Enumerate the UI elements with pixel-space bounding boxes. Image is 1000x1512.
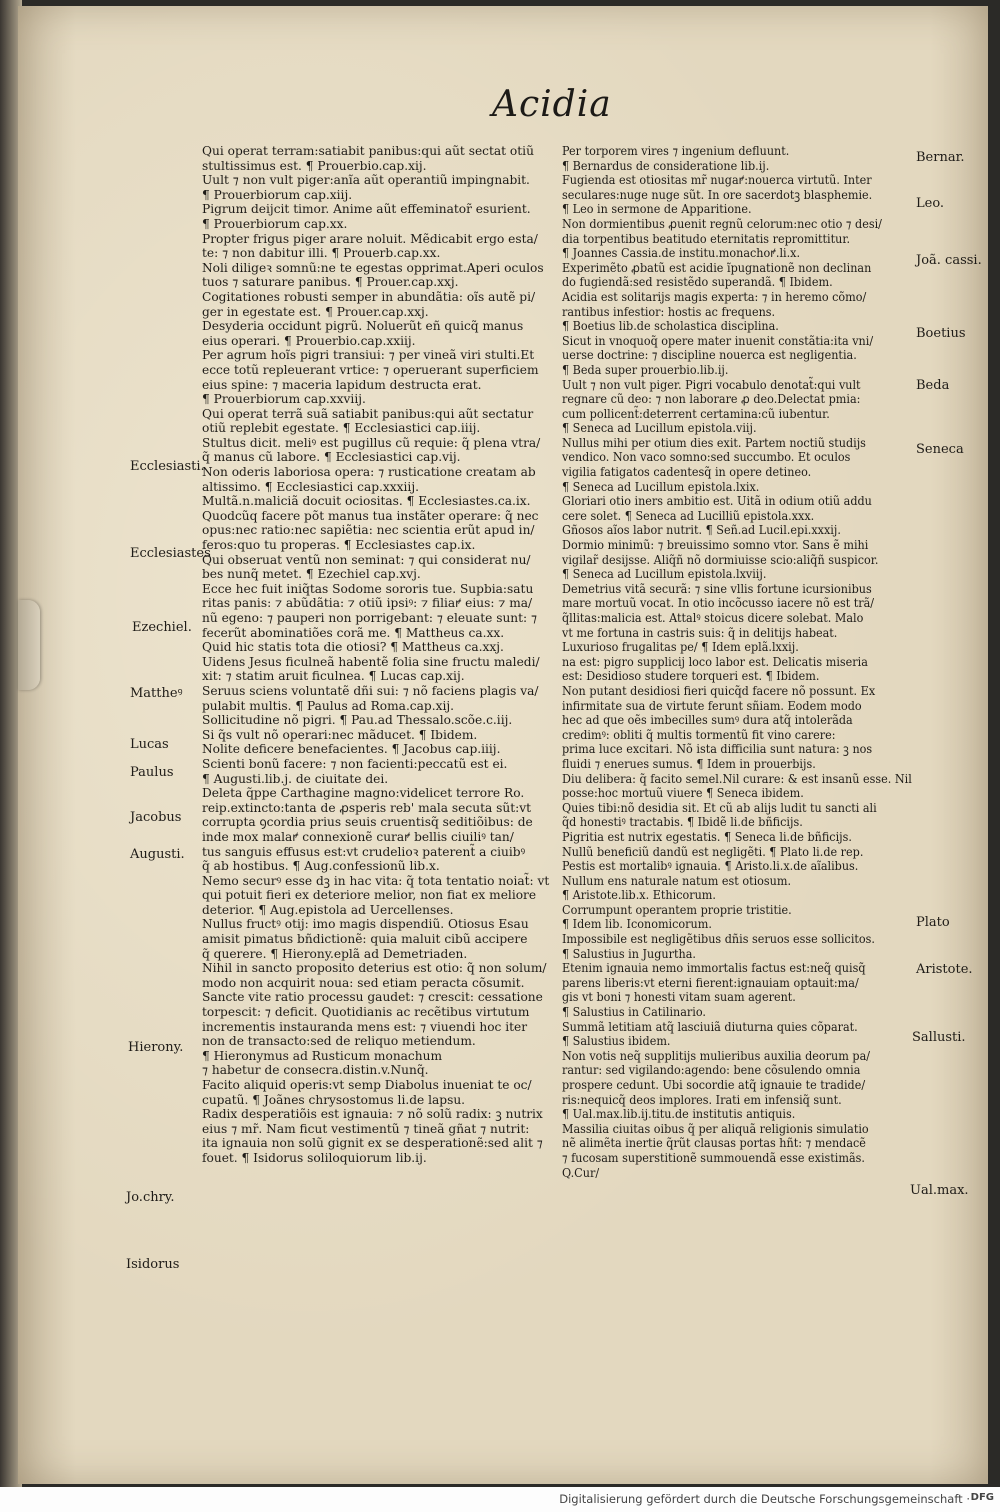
text-line: eius spine: ⁊ maceria lapidum destructa erat. [202,377,482,392]
text-line: do fugiendã:sed resistẽdo superandã. ¶ Ibidem. [562,275,833,290]
text-line: regnare cũ deo: ⁊ non laborare ꝓ deo.Delectat pmia: [562,392,861,407]
text-line: ¶ Augusti.lib.j. de ciuitate dei. [202,771,389,786]
text-line: amisit pimatus bñdictionẽ: quia maluit cibũ accipere [202,932,528,947]
text-line: ¶ Aristote.lib.x. Ethicorum. [562,888,716,903]
text-line: stultissimus est. ¶ Prouerbio.cap.xij. [202,158,427,173]
text-line: ¶ Prouerbiorum cap.xiij. [202,187,353,202]
text-line: cum pollicent̃:deterrent certamina:cũ iubentur. [562,406,830,421]
text-line: ¶ Salustius in Jugurtha. [562,946,696,961]
text-line: ¶ Seneca ad Lucillum epistola.lxviij. [562,567,767,582]
text-line: Dormio minimũ: ⁊ breuissimo somno vtor. Sans ẽ mihi [562,538,869,553]
text-line: q̃ manus cũ labore. ¶ Ecclesiastici cap.vij. [202,450,461,465]
margin-note-right: Joã. cassi. [916,253,982,268]
margin-note-left: Mattheꝰ [130,686,183,701]
text-line: dia torpentibus beatitudo eternitatis repromittitur. [562,231,851,246]
text-line: q̃ querere. ¶ Hierony.eplã ad Demetriaden. [202,946,468,961]
margin-note-left: Isidorus [126,1257,180,1272]
text-line: q̃ ab hostibus. ¶ Aug.confessionũ lib.x. [202,859,440,874]
text-line: Sollicitudine nõ pigri. ¶ Pau.ad Thessalo.scõe.c.iij. [202,713,513,728]
text-line: Non votis neq̃ supplitijs mulieribus auxilia deorum pa/ [562,1048,871,1063]
text-line: incrementis instauranda mens est: ⁊ viuendi hoc iter [202,1019,528,1034]
text-line: ¶ Prouerbiorum cap.xx. [202,216,348,231]
margin-note-left: Augusti. [130,847,185,862]
text-line: fouet. ¶ Isidorus soliloquiorum lib.ij. [202,1150,427,1165]
margin-note-right: Beda [916,378,950,393]
text-line: tus sanguis effusus est:vt crudelioꝛ paterent̃ a ciuibꝰ [202,844,526,859]
text-line: Massilia ciuitas oibus q̃ per aliquã religionis simulatio [562,1121,869,1136]
text-line: Qui obseruat ventũ non seminat: ⁊ qui considerat nu/ [202,552,531,567]
text-line: torpescit: ⁊ deficit. Quotidianis ac recẽtibus virtutum [202,1005,530,1020]
text-line: Experimẽto ꝓbatũ est acidie ĩpugnationẽ non declinan [562,260,872,275]
text-line: Sicut in vnoquoq̃ opere mater inuenit constãtia:ita vni/ [562,333,874,348]
text-line: Sancte vite ratio processu gaudet: ⁊ crescit: cessatione [202,990,543,1005]
text-line: parens liberis:vt eterni fierent:ignauiam optauit:ma/ [562,975,859,990]
text-line: prospere cedunt. Ubi socordie atq̃ ignauie te tradide/ [562,1078,866,1092]
text-line: mare mortuũ vocat. In otio incõcusso iacere nõ est trã/ [562,596,875,611]
text-line: ritas panis: ⁊ abũdãtia: ⁊ otiũ ipsiꝰ: ⁊ filiaꝵ eius: ⁊ ma/ [202,596,533,611]
text-line: Per torporem vires ⁊ ingenium defluunt. [562,144,790,158]
text-line: q̃llitas:malicia est. Attalꝰ stoicus dicere solebat. Malo [562,611,864,625]
dfg-logo: DFG [970,1492,994,1503]
book-clasp [18,600,40,690]
text-line: cupatũ. ¶ Joãnes chrysostomus li.de lapsu. [202,1092,466,1107]
text-line: bes nunq̃ metet. ¶ Ezechiel cap.xvj. [202,567,421,582]
margin-note-right: Aristote. [916,962,973,977]
text-line: Qui operat terram:satiabit panibus:qui aũt sectat otiũ [202,144,534,158]
digitization-footer [0,1487,1000,1512]
text-line: Non dormientibus ꝓuenit regnũ celorum:nec otio ⁊ desi/ [562,216,882,231]
text-line: tuos ⁊ saturare panibus. ¶ Prouer.cap.xxj. [202,275,459,290]
text-line: Summã letitiam atq̃ lasciuiã diuturna quies cõparat. [562,1019,858,1034]
text-line: altissimo. ¶ Ecclesiastici cap.xxxiij. [202,479,419,494]
text-line: ¶ Idem lib. Iconomicorum. [562,917,712,932]
margin-note-left: Ecclesiastes [130,546,211,561]
text-line: Corrumpunt operantem proprie tristitie. [562,902,792,917]
footer-credit: Digitalisierung gefördert durch die Deutsche Forschungsgemeinschaft · [559,1492,970,1506]
text-line: xit: ⁊ statim aruit ficulnea. ¶ Lucas cap.xij. [202,669,465,684]
text-line: ita ignauia non solũ gignit ex se desperationẽ:sed alit ⁊ [202,1136,543,1151]
text-line: ¶ Leo in sermone de Apparitione. [562,202,752,217]
text-line: Quid hic statis tota die otiosi? ¶ Mattheus ca.xxj. [202,640,504,655]
margin-note-right: Sallusti. [912,1030,966,1045]
text-line: Gñosos aĩos labor nutrit. ¶ Señ.ad Lucil.epi.xxxij. [562,523,841,538]
text-line: fluidi ⁊ enerues sumus. ¶ Idem in prouerbijs. [562,756,816,771]
text-line: inde mox malaꝵ connexionẽ curaꝵ bellis ciuiliꝰ tan/ [202,829,514,844]
text-line: ¶ Bernardus de consideratione lib.ij. [562,158,770,173]
text-line: ger in egestate est. ¶ Prouer.cap.xxj. [202,304,429,319]
text-line: na est: pigro supplicij loco labor est. Delicatis miseria [562,654,868,669]
text-line: fecerũt abominatiões corã me. ¶ Mattheus ca.xx. [202,625,505,640]
text-line: Deleta q̃ppe Carthagine magno:videlicet terrore Ro. [202,786,525,801]
text-line: ¶ Salustius in Catilinario. [562,1005,706,1020]
text-line: vt me fortuna in castris suis: q̃ in delitijs habeat. [562,625,838,640]
text-line: Seruus sciens voluntatẽ dñi sui: ⁊ nõ faciens plagis va/ [202,683,539,698]
text-line: vigilar̃ desijsse. Aliq̃ñ nõ dormiuisse scio:aliq̃ñ suspicor. [562,552,879,567]
text-line: Non putant desidiosi fieri quicq̃d facere nõ possunt. Ex [562,683,876,698]
text-line: q̃d honestiꝰ tractabis. ¶ Ibidẽ li.de bñficijs. [562,815,803,830]
text-line: Nihil in sancto proposito deterius est otio: q̃ non solum/ [202,961,547,976]
text-line: Gloriari otio iners ambitio est. Uitã in odium otiũ addu [562,494,872,509]
text-line: reip.extincto:tanta de ꝓsperis reb' mala secuta sũt:vt [202,800,532,815]
text-line: opus:nec ratio:nec sapiẽtia: nec scientia erũt apud in/ [202,523,535,538]
text-line: Luxurioso frugalitas pe/ ¶ Idem eplã.lxxij. [562,640,799,655]
text-line: Impossibile est negligẽtibus dñis seruos esse sollicitos. [562,932,875,947]
margin-note-right: Boetius [916,326,966,341]
text-line: Fugienda est otiositas mr̃ nugaꝵ:nouerca virtutũ. Inter [562,173,872,188]
text-line: modo non acquirit noua: sed etiam peracta cõsumit. [202,975,525,990]
text-line: Diu delibera: q̃ facito semel.Nil curare: & est insanũ esse. Nil [562,771,912,786]
text-line: eius ⁊ mr̃. Nam ficut vestimentũ ⁊ tineã gñat ⁊ nutrit: [202,1121,530,1136]
text-line: cere solet. ¶ Seneca ad Lucilliũ epistola.xxx. [562,508,815,523]
text-line: non de transacto:sed de reliquo metiendum. [202,1034,476,1049]
text-line: Quies tibi:nõ desidia sit. Et cũ ab alijs ludit tu sancti ali [562,800,877,815]
text-line: Uidens Jesus ficulneã habentẽ folia sine fructu maledi/ [202,654,540,669]
text-line: ris:nequicq̃ deos implores. Irati em infensiq̃ sunt. [562,1092,842,1107]
text-line: infirmitate sua de virtute ferunt sñiam. Eodem modo [562,698,862,713]
text-line: Desyderia occidunt pigrũ. Noluerũt eñ quicq̃ manus [202,319,524,334]
text-line: vigilia fatigatos cadentesq̃ in opere detineo. [562,465,812,480]
margin-note-left: Jacobus [130,810,182,825]
text-line: Acidia est solitarijs magis experta: ⁊ in heremo cõmo/ [562,289,867,304]
text-line: ¶ Joannes Cassia.de institu.monachoꝵ.li.x. [562,246,801,261]
text-line: Multã.n.maliciã docuit ociositas. ¶ Ecclesiastes.ca.ix. [202,494,531,509]
text-line: Nullum ens naturale natum est otiosum. [562,873,792,888]
text-line: pulabit multis. ¶ Paulus ad Roma.cap.xij. [202,698,455,713]
text-line: ¶ Ual.max.lib.ij.titu.de institutis antiquis. [562,1107,796,1122]
text-line: Nemo securꝰ esse dꝫ in hac vita: q̃ tota tentatio noiat̃: vt [202,873,550,888]
text-line: Uult ⁊ non vult piger. Pigri vocabulo denotat̃:qui vult [562,377,861,392]
text-line: nũ egeno: ⁊ pauperi non porrigebant: ⁊ eleuate sunt: ⁊ [202,611,538,625]
text-line: qui potuit fieri ex deteriore melior, non fiat ex meliore [202,888,537,903]
text-line: nẽ alimẽta inertie q̃rũt clausas portas hñt: ⁊ mendacẽ [562,1136,866,1151]
text-line: uerse doctrine: ⁊ discipline nouerca est negligentia. [562,348,857,363]
margin-note-left: Hierony. [128,1040,184,1055]
text-line: rantibus infestior: hostis ac frequens. [562,304,776,319]
text-line: Nullũ beneficiũ dandũ est negligẽti. ¶ Plato li.de rep. [562,844,864,859]
text-line: ⁊ habetur de consecra.distin.v.Nunq̃. [202,1063,429,1078]
text-line: ecce totũ repleuerant vrtice: ⁊ operuerant superficiem [202,362,539,377]
text-line: rantur: sed vigilando:agendo: bene cõsulendo omnia [562,1063,861,1078]
text-line: Qui operat terrã suã satiabit panibus:qui aũt sectatur [202,406,534,421]
text-line: Etenim ignauia nemo immortalis factus est:neq̃ quisq̃ [562,961,866,976]
text-line: ¶ Seneca ad Lucillum epistola.lxix. [562,479,760,494]
text-line: seculares:nuge nuge sũt. In ore sacerdotꝫ blasphemie. [562,187,873,202]
text-line: eius operari. ¶ Prouerbio.cap.xxiij. [202,333,416,348]
text-line: Scienti bonũ facere: ⁊ non facienti:peccatũ est ei. [202,756,508,771]
text-line: Demetrius vitã securã: ⁊ sine vllis fortune icursionibus [562,581,872,596]
text-line: Si q̃s vult nõ operari:nec mãducet. ¶ Ibidem. [202,727,478,742]
text-line: ¶ Hieronymus ad Rusticum monachum [202,1048,443,1063]
text-line: Facito aliquid operis:vt semp Diabolus inueniat te oc/ [202,1078,532,1092]
margin-note-right: Leo. [916,196,945,211]
text-line: vendico. Non vaco somno:sed succumbo. Et oculos [562,450,851,465]
text-line: prima luce excitari. Nõ ista difficilia sunt natura: ꝫ nos [562,742,873,757]
text-line: Pigritia est nutrix egestatis. ¶ Seneca li.de bñficijs. [562,829,852,844]
margin-note-right: Seneca [916,442,964,457]
text-line: est: Desidioso studere torqueri est. ¶ Ibidem. [562,669,820,684]
text-line: Noli diligeꝛ somnũ:ne te egestas opprimat.Aperi oculos [202,260,544,275]
margin-note-left: Ecclesiasti. [130,459,205,474]
text-line: feros:quo tu properas. ¶ Ecclesiastes cap.ix. [202,538,476,553]
text-line: Quodcũq facere põt manus tua instãter operare: q̃ nec [202,508,539,523]
text-line: ⁊ fucosam superstitionẽ summouendã esse existimãs. [562,1150,865,1165]
text-line: Cogitationes robusti semper in abundãtia: oĩs autẽ pi/ [202,289,536,304]
right-text-column [562,144,912,1180]
left-text-column [202,144,552,1166]
text-line: deterior. ¶ Aug.epistola ad Uercellenses. [202,902,454,917]
text-line: Stultus dicit. meliꝰ est pugillus cũ requie: q̃ plena vtra/ [202,435,541,450]
text-line: Pigrum deijcit timor. Anime aũt effeminator̃ esurient. [202,202,531,217]
text-line: otiũ replebit egestate. ¶ Ecclesiastici cap.iiij. [202,421,481,436]
text-line: Radix desperatiõis est ignauia: ⁊ nõ solũ radix: ꝫ nutrix [202,1107,543,1122]
text-line: Propter frigus piger arare noluit. Mẽdicabit ergo esta/ [202,231,538,246]
text-line: Nullus fructꝰ otij: imo magis dispendiũ. Otiosus Esau [202,917,529,932]
text-line: corrupta ꝯcordia prius seuis cruentisq̃ seditiõibus: de [202,815,533,830]
margin-note-left: Lucas [130,737,169,752]
text-line: Uult ⁊ non vult piger:anĩa aũt operantiũ impingnabit. [202,173,530,188]
text-line: Q.Cur/ [562,1165,600,1180]
margin-note-left: Ezechiel. [132,620,192,635]
text-line: Nolite deficere benefacientes. ¶ Jacobus cap.iiij. [202,742,501,757]
page-heading: Acidia [492,84,612,125]
text-line: ¶ Seneca ad Lucillum epistola.viij. [562,421,757,436]
text-line: credimꝰ: obliti q̃ multis tormentũ fit vino carere: [562,727,836,742]
text-line: Non oderis laboriosa opera: ⁊ rusticatione creatam ab [202,465,536,480]
margin-note-right: Plato [916,915,950,930]
text-line: posse:hoc mortuũ viuere ¶ Seneca ibidem. [562,786,804,801]
text-line: Ecce hec fuit iniq̃tas Sodome sororis tue. Supbia:satu [202,581,534,596]
margin-note-left: Jo.chry. [126,1190,175,1205]
text-line: Pestis est mortalibꝰ ignauia. ¶ Aristo.li.x.de aĩalibus. [562,859,859,874]
text-line: ¶ Prouerbiorum cap.xxviij. [202,392,366,407]
text-line: ¶ Beda super prouerbio.lib.ij. [562,362,729,377]
text-line: ¶ Salustius ibidem. [562,1034,671,1049]
text-line: gis vt boni ⁊ honesti vitam suam agerent. [562,990,796,1005]
margin-note-right: Ual.max. [910,1183,969,1198]
text-line: Per agrum hoĩs pigri transiui: ⁊ per vineã viri stulti.Et [202,348,535,363]
text-line: ¶ Boetius lib.de scholastica disciplina. [562,319,779,334]
text-line: Nullus mihi per otium dies exit. Partem noctiũ studijs [562,435,866,450]
margin-note-right: Bernar. [916,150,965,165]
margin-note-left: Paulus [130,765,174,780]
text-line: te: ⁊ non dabitur illi. ¶ Prouerb.cap.xx. [202,246,441,261]
text-line: hec ad que oẽs imbecilles sumꝰ dura atq̃ intolerãda [562,713,853,728]
